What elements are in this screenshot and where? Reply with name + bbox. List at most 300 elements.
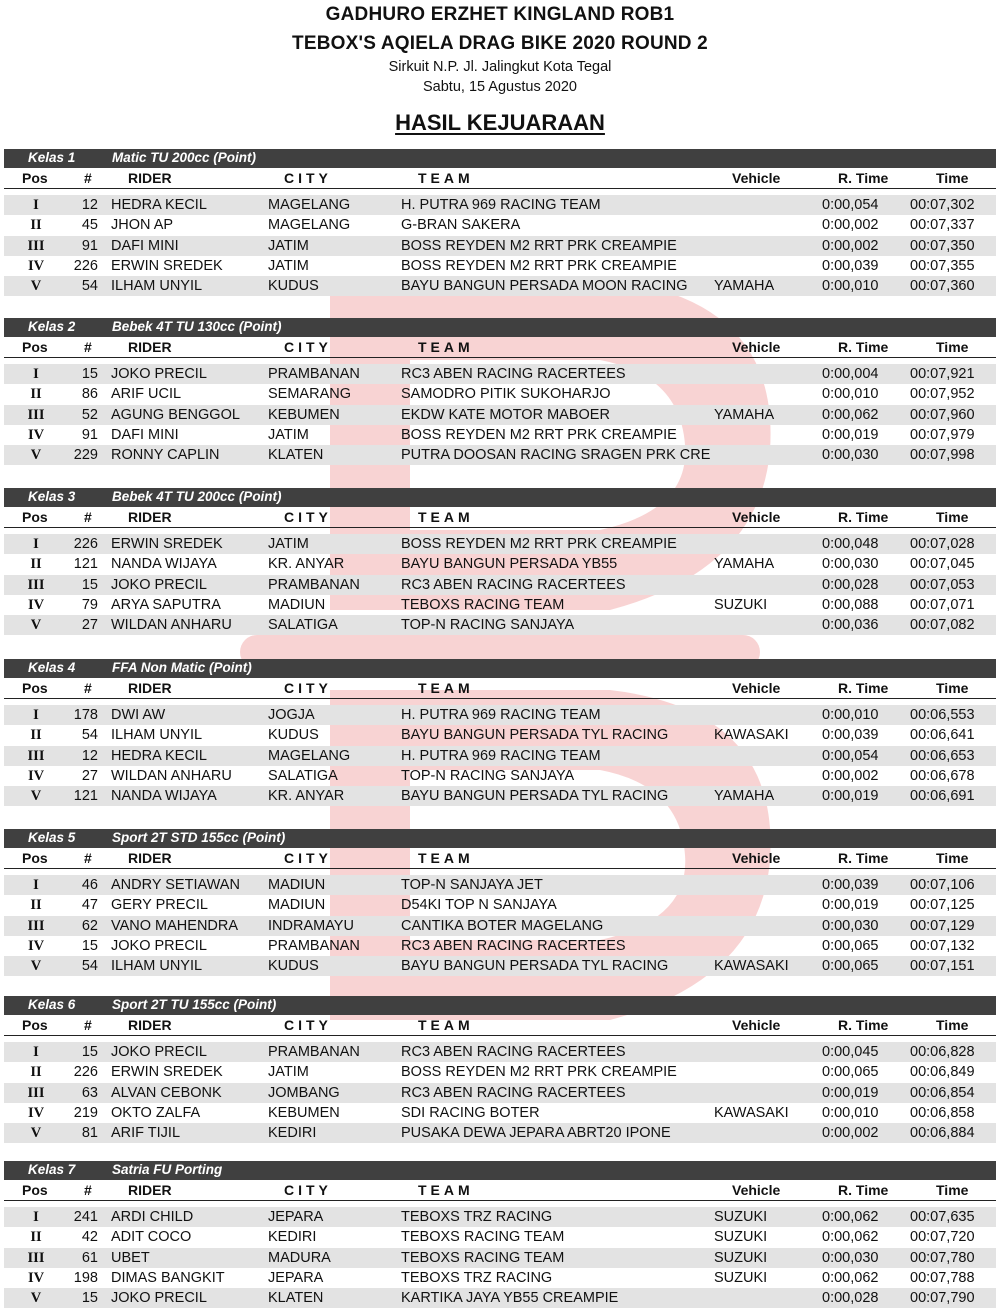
cell-rider: JOKO PRECIL — [111, 576, 207, 593]
cell-pos: I — [33, 1044, 39, 1060]
cell-rider: ANDRY SETIAWAN — [111, 877, 240, 893]
column-header-rtime: R. Time — [838, 509, 889, 525]
cell-num: 226 — [73, 257, 98, 274]
cell-team: D54KI TOP N SANJAYA — [401, 897, 557, 914]
table-row — [4, 554, 996, 574]
cell-num: 15 — [81, 366, 98, 382]
cell-num: 15 — [81, 1044, 98, 1060]
cell-num: 46 — [81, 877, 98, 893]
cell-vehicle: SUZUKI — [714, 1269, 768, 1286]
cell-rtime: 0:00,039 — [822, 257, 879, 274]
class-name: Bebek 4T TU 200cc (Point) — [112, 489, 282, 504]
cell-team: TEBOXS TRZ RACING — [401, 1209, 553, 1225]
cell-num: 198 — [73, 1269, 98, 1286]
cell-rider: WILDAN ANHARU — [111, 617, 232, 634]
cell-city: JATIM — [268, 237, 309, 254]
table-row — [4, 1042, 996, 1062]
cell-rtime: 0:00,028 — [822, 1290, 879, 1307]
cell-num: 54 — [81, 278, 98, 295]
cell-team: KARTIKA JAYA YB55 CREAMPIE — [401, 1290, 619, 1307]
cell-rtime: 0:00,065 — [822, 1064, 879, 1081]
cell-city: MADIUN — [268, 877, 326, 893]
cell-rtime: 0:00,065 — [822, 937, 879, 954]
cell-time: 00:06,653 — [910, 747, 975, 764]
cell-city: SALATIGA — [268, 767, 338, 784]
table-row — [4, 615, 996, 635]
cell-city: PRAMBANAN — [268, 937, 360, 954]
event-date: Sabtu, 15 Agustus 2020 — [423, 79, 577, 95]
cell-rider: ADIT COCO — [111, 1229, 192, 1246]
cell-rtime: 0:00,019 — [822, 897, 879, 914]
cell-num: 47 — [81, 897, 98, 914]
class-section — [4, 1161, 996, 1308]
column-header-time: Time — [936, 1017, 969, 1033]
cell-pos: V — [30, 788, 42, 805]
cell-num: 226 — [73, 1064, 98, 1081]
column-header-vehicle: Vehicle — [732, 170, 781, 186]
table-row — [4, 1248, 996, 1268]
cell-rtime: 0:00,030 — [822, 1249, 879, 1266]
cell-rider: HEDRA KECIL — [111, 747, 207, 764]
cell-time: 00:07,045 — [910, 556, 975, 573]
cell-city: JOMBANG — [268, 1084, 340, 1101]
cell-time: 00:07,780 — [910, 1249, 975, 1266]
column-header-row — [4, 678, 996, 699]
class-number: Kelas 7 — [28, 1162, 76, 1177]
cell-team: BAYU BANGUN PERSADA YB55 — [401, 556, 618, 573]
cell-rtime: 0:00,039 — [822, 727, 879, 744]
class-title-bar — [4, 488, 996, 507]
table-row — [4, 705, 996, 725]
column-header-rider: RIDER — [128, 339, 172, 355]
cell-city: KR. ANYAR — [268, 788, 345, 805]
cell-num: 27 — [81, 767, 98, 784]
cell-pos: V — [30, 278, 42, 295]
cell-time: 00:07,129 — [910, 917, 975, 934]
cell-num: 27 — [81, 617, 98, 634]
cell-rtime: 0:00,019 — [822, 426, 879, 443]
cell-team: BOSS REYDEN M2 RRT PRK CREAMPIE — [401, 426, 677, 443]
class-name: Sport 2T STD 155cc (Point) — [112, 830, 286, 845]
cell-num: 61 — [81, 1249, 98, 1266]
column-header-team: TEAM — [418, 1182, 474, 1198]
cell-pos: III — [27, 747, 45, 764]
column-header-pos: Pos — [22, 1182, 48, 1198]
column-header-row — [4, 168, 996, 189]
cell-city: MADIUN — [268, 596, 326, 613]
cell-pos: I — [33, 877, 39, 893]
cell-pos: III — [27, 237, 45, 254]
cell-rtime: 0:00,062 — [822, 1269, 879, 1286]
table-row — [4, 236, 996, 256]
cell-team: TOP-N RACING SANJAYA — [401, 617, 575, 634]
cell-rider: ERWIN SREDEK — [111, 1064, 223, 1081]
column-header-pos: Pos — [22, 680, 48, 696]
cell-rider: NANDA WIJAYA — [111, 556, 217, 573]
class-section — [4, 829, 996, 976]
cell-time: 00:07,028 — [910, 536, 975, 552]
cell-time: 00:06,884 — [910, 1125, 975, 1142]
cell-rider: ILHAM UNYIL — [111, 278, 203, 295]
cell-city: JOGJA — [268, 707, 315, 723]
cell-num: 54 — [81, 958, 98, 975]
cell-time: 00:07,302 — [910, 197, 975, 213]
cell-time: 00:07,106 — [910, 877, 975, 893]
cell-pos: I — [33, 707, 39, 723]
cell-num: 15 — [81, 576, 98, 593]
cell-time: 00:07,151 — [910, 958, 975, 975]
table-row — [4, 1123, 996, 1143]
cell-time: 00:06,854 — [910, 1084, 975, 1101]
column-header-pos: Pos — [22, 509, 48, 525]
table-row — [4, 725, 996, 745]
cell-time: 00:07,921 — [910, 366, 975, 382]
column-header-vehicle: Vehicle — [732, 1182, 781, 1198]
cell-city: MAGELANG — [268, 747, 351, 764]
class-section — [4, 318, 996, 465]
column-header-city: CITY — [284, 1017, 332, 1033]
cell-rtime: 0:00,002 — [822, 767, 879, 784]
column-header-rtime: R. Time — [838, 850, 889, 866]
column-header-team: TEAM — [418, 1017, 474, 1033]
cell-pos: II — [30, 217, 42, 234]
cell-pos: IV — [27, 1104, 45, 1121]
cell-time: 00:07,788 — [910, 1269, 975, 1286]
cell-team: CANTIKA BOTER MAGELANG — [401, 917, 604, 934]
cell-pos: II — [30, 727, 42, 744]
column-header-team: TEAM — [418, 509, 474, 525]
cell-rtime: 0:00,002 — [822, 1125, 879, 1142]
table-row — [4, 276, 996, 296]
class-number: Kelas 5 — [28, 830, 76, 845]
cell-rider: GERY PRECIL — [111, 897, 208, 914]
column-header-row — [4, 337, 996, 358]
table-row — [4, 1288, 996, 1308]
cell-num: 91 — [81, 237, 98, 254]
cell-team: G-BRAN SAKERA — [401, 217, 521, 234]
column-header-pos: Pos — [22, 170, 48, 186]
cell-city: KLATEN — [268, 1290, 324, 1307]
cell-time: 00:07,790 — [910, 1290, 975, 1307]
cell-pos: III — [27, 576, 45, 593]
cell-rider: ILHAM UNYIL — [111, 958, 203, 975]
column-header-rider: RIDER — [128, 1017, 172, 1033]
cell-rider: ARYA SAPUTRA — [111, 596, 221, 613]
cell-pos: II — [30, 386, 42, 403]
cell-team: H. PUTRA 969 RACING TEAM — [401, 197, 601, 213]
cell-pos: V — [30, 958, 42, 975]
column-header-vehicle: Vehicle — [732, 680, 781, 696]
cell-rider: OKTO ZALFA — [111, 1104, 201, 1121]
cell-team: TEBOXS RACING TEAM — [401, 596, 565, 613]
table-row — [4, 916, 996, 936]
cell-num: 15 — [81, 937, 98, 954]
cell-rider: AGUNG BENGGOL — [111, 406, 240, 423]
cell-city: KEDIRI — [268, 1125, 317, 1142]
table-row — [4, 766, 996, 786]
cell-rider: JOKO PRECIL — [111, 937, 207, 954]
cell-num: 219 — [73, 1104, 98, 1121]
cell-team: SDI RACING BOTER — [401, 1104, 540, 1121]
cell-city: JEPARA — [268, 1209, 324, 1225]
column-header-city: CITY — [284, 509, 332, 525]
cell-city: SEMARANG — [268, 386, 351, 403]
class-section — [4, 488, 996, 635]
cell-team: PUSAKA DEWA JEPARA ABRT20 IPONE — [401, 1125, 671, 1142]
cell-rider: ARIF TIJIL — [111, 1125, 181, 1142]
cell-team: PUTRA DOOSAN RACING SRAGEN PRK CRE — [401, 447, 711, 464]
cell-num: 91 — [81, 426, 98, 443]
column-header-rider: RIDER — [128, 509, 172, 525]
cell-rtime: 0:00,030 — [822, 556, 879, 573]
cell-rider: VANO MAHENDRA — [111, 917, 239, 934]
cell-pos: I — [33, 366, 39, 382]
class-title-bar — [4, 318, 996, 337]
cell-num: 12 — [81, 747, 98, 764]
cell-vehicle: YAMAHA — [714, 788, 775, 805]
cell-pos: IV — [27, 937, 45, 954]
cell-pos: II — [30, 1064, 42, 1081]
cell-team: BAYU BANGUN PERSADA TYL RACING — [401, 788, 669, 805]
cell-num: 42 — [81, 1229, 98, 1246]
class-number: Kelas 6 — [28, 997, 76, 1012]
table-row — [4, 595, 996, 615]
event-venue: Sirkuit N.P. Jl. Jalingkut Kota Tegal — [388, 59, 612, 75]
cell-vehicle: SUZUKI — [714, 1229, 768, 1246]
cell-vehicle: YAMAHA — [714, 278, 775, 295]
column-header-rtime: R. Time — [838, 1017, 889, 1033]
cell-pos: IV — [27, 596, 45, 613]
cell-pos: I — [33, 1209, 39, 1225]
cell-time: 00:07,979 — [910, 426, 975, 443]
cell-rtime: 0:00,048 — [822, 536, 879, 552]
class-section — [4, 996, 996, 1143]
column-header-city: CITY — [284, 680, 332, 696]
cell-vehicle: SUZUKI — [714, 1209, 768, 1225]
cell-team: RC3 ABEN RACING RACERTEES — [401, 576, 626, 593]
class-name: Sport 2T TU 155cc (Point) — [112, 997, 277, 1012]
event-subtitle: TEBOX'S AQIELA DRAG BIKE 2020 ROUND 2 — [292, 33, 708, 54]
event-title: GADHURO ERZHET KINGLAND ROB1 — [325, 4, 675, 25]
cell-rider: DAFI MINI — [111, 426, 179, 443]
column-header-time: Time — [936, 339, 969, 355]
cell-team: H. PUTRA 969 RACING TEAM — [401, 747, 601, 764]
cell-city: KUDUS — [268, 727, 319, 744]
cell-num: 45 — [81, 217, 98, 234]
column-header-time: Time — [936, 170, 969, 186]
cell-rider: JOKO PRECIL — [111, 366, 207, 382]
cell-pos: IV — [27, 1269, 45, 1286]
cell-team: TEBOXS RACING TEAM — [401, 1229, 565, 1246]
cell-rtime: 0:00,010 — [822, 707, 879, 723]
cell-time: 00:07,360 — [910, 278, 975, 295]
cell-rider: JOKO PRECIL — [111, 1290, 207, 1307]
cell-num: 121 — [73, 788, 98, 805]
cell-rtime: 0:00,010 — [822, 278, 879, 295]
cell-rider: ARIF UCIL — [111, 386, 182, 403]
cell-rtime: 0:00,062 — [822, 1209, 879, 1225]
cell-team: SAMODRO PITIK SUKOHARJO — [401, 386, 611, 403]
cell-rtime: 0:00,062 — [822, 406, 879, 423]
cell-city: MAGELANG — [268, 217, 351, 234]
cell-time: 00:06,553 — [910, 707, 975, 723]
cell-pos: IV — [27, 257, 45, 274]
cell-rider: UBET — [111, 1249, 150, 1266]
table-row — [4, 1062, 996, 1082]
cell-city: SALATIGA — [268, 617, 338, 634]
cell-city: KEBUMEN — [268, 406, 340, 423]
cell-city: PRAMBANAN — [268, 1044, 360, 1060]
cell-rtime: 0:00,054 — [822, 747, 879, 764]
cell-rtime: 0:00,002 — [822, 237, 879, 254]
column-header-time: Time — [936, 509, 969, 525]
cell-team: RC3 ABEN RACING RACERTEES — [401, 1084, 626, 1101]
cell-rtime: 0:00,062 — [822, 1229, 879, 1246]
column-header-time: Time — [936, 680, 969, 696]
column-header-rtime: R. Time — [838, 1182, 889, 1198]
table-row — [4, 1083, 996, 1103]
cell-time: 00:06,641 — [910, 727, 975, 744]
class-name: Matic TU 200cc (Point) — [112, 150, 257, 165]
column-header-city: CITY — [284, 1182, 332, 1198]
class-name: Bebek 4T TU 130cc (Point) — [112, 319, 282, 334]
cell-num: 86 — [81, 386, 98, 403]
column-header-rider: RIDER — [128, 1182, 172, 1198]
table-row — [4, 746, 996, 766]
table-row — [4, 256, 996, 276]
class-section — [4, 659, 996, 806]
column-header-time: Time — [936, 850, 969, 866]
column-header-num: # — [84, 509, 92, 525]
cell-team: BAYU BANGUN PERSADA TYL RACING — [401, 958, 669, 975]
cell-vehicle: YAMAHA — [714, 556, 775, 573]
cell-num: 229 — [73, 447, 98, 464]
cell-num: 121 — [73, 556, 98, 573]
column-header-city: CITY — [284, 339, 332, 355]
cell-vehicle: SUZUKI — [714, 1249, 768, 1266]
class-number: Kelas 1 — [28, 150, 76, 165]
cell-time: 00:07,720 — [910, 1229, 975, 1246]
cell-team: TOP-N SANJAYA JET — [401, 877, 543, 893]
cell-time: 00:07,350 — [910, 237, 975, 254]
cell-pos: IV — [27, 767, 45, 784]
cell-num: 54 — [81, 727, 98, 744]
cell-rtime: 0:00,019 — [822, 788, 879, 805]
cell-time: 00:06,858 — [910, 1104, 975, 1121]
column-header-num: # — [84, 1182, 92, 1198]
cell-team: EKDW KATE MOTOR MABOER — [401, 406, 610, 423]
column-header-team: TEAM — [418, 850, 474, 866]
cell-rtime: 0:00,088 — [822, 596, 879, 613]
column-header-rider: RIDER — [128, 680, 172, 696]
cell-num: 63 — [81, 1084, 98, 1101]
column-header-num: # — [84, 1017, 92, 1033]
cell-pos: IV — [27, 426, 45, 443]
column-header-team: TEAM — [418, 339, 474, 355]
column-header-time: Time — [936, 1182, 969, 1198]
cell-time: 00:07,125 — [910, 897, 975, 914]
cell-num: 62 — [81, 917, 98, 934]
column-header-num: # — [84, 339, 92, 355]
cell-time: 00:06,691 — [910, 788, 975, 805]
column-header-pos: Pos — [22, 339, 48, 355]
cell-rider: DIMAS BANGKIT — [111, 1269, 225, 1286]
cell-rider: NANDA WIJAYA — [111, 788, 217, 805]
table-row — [4, 405, 996, 425]
cell-rider: DAFI MINI — [111, 237, 179, 254]
cell-vehicle: YAMAHA — [714, 406, 775, 423]
table-row — [4, 534, 996, 554]
cell-team: RC3 ABEN RACING RACERTEES — [401, 1044, 626, 1060]
cell-time: 00:07,355 — [910, 257, 975, 274]
class-title-bar — [4, 829, 996, 848]
page-title — [0, 110, 1000, 136]
column-header-vehicle: Vehicle — [732, 1017, 781, 1033]
cell-rider: JHON AP — [111, 217, 174, 234]
cell-rtime: 0:00,010 — [822, 1104, 879, 1121]
cell-rider: WILDAN ANHARU — [111, 767, 232, 784]
cell-city: INDRAMAYU — [268, 917, 354, 934]
column-header-city: CITY — [284, 170, 332, 186]
cell-pos: III — [27, 406, 45, 423]
table-row — [4, 384, 996, 404]
class-title-bar — [4, 996, 996, 1015]
cell-rtime: 0:00,028 — [822, 576, 879, 593]
table-row — [4, 575, 996, 595]
cell-pos: I — [33, 536, 39, 552]
column-header-team: TEAM — [418, 680, 474, 696]
page-title-text: HASIL KEJUARAAN — [395, 110, 605, 135]
cell-team: TOP-N RACING SANJAYA — [401, 767, 575, 784]
cell-time: 00:07,053 — [910, 576, 975, 593]
cell-rtime: 0:00,036 — [822, 617, 879, 634]
cell-city: JATIM — [268, 426, 309, 443]
cell-city: MADIUN — [268, 897, 326, 914]
table-row — [4, 786, 996, 806]
cell-rider: ERWIN SREDEK — [111, 536, 223, 552]
cell-city: KUDUS — [268, 958, 319, 975]
cell-vehicle: KAWASAKI — [714, 1104, 789, 1121]
column-header-row — [4, 507, 996, 528]
column-header-rider: RIDER — [128, 170, 172, 186]
cell-time: 00:07,635 — [910, 1209, 975, 1225]
cell-rtime: 0:00,030 — [822, 917, 879, 934]
cell-num: 226 — [73, 536, 98, 552]
table-row — [4, 1227, 996, 1247]
cell-time: 00:07,998 — [910, 447, 975, 464]
cell-vehicle: KAWASAKI — [714, 727, 789, 744]
column-header-pos: Pos — [22, 1017, 48, 1033]
cell-time: 00:06,849 — [910, 1064, 975, 1081]
cell-time: 00:07,082 — [910, 617, 975, 634]
table-row — [4, 895, 996, 915]
cell-vehicle: SUZUKI — [714, 596, 768, 613]
cell-num: 12 — [81, 197, 98, 213]
column-header-num: # — [84, 680, 92, 696]
cell-rider: RONNY CAPLIN — [111, 447, 220, 464]
cell-city: MADURA — [268, 1249, 331, 1266]
column-header-num: # — [84, 850, 92, 866]
cell-team: RC3 ABEN RACING RACERTEES — [401, 366, 626, 382]
cell-city: JEPARA — [268, 1269, 324, 1286]
cell-team: BOSS REYDEN M2 RRT PRK CREAMPIE — [401, 536, 677, 552]
cell-rtime: 0:00,002 — [822, 217, 879, 234]
cell-city: KLATEN — [268, 447, 324, 464]
column-header-row — [4, 848, 996, 869]
cell-pos: I — [33, 197, 39, 213]
cell-rtime: 0:00,065 — [822, 958, 879, 975]
cell-rtime: 0:00,019 — [822, 1084, 879, 1101]
